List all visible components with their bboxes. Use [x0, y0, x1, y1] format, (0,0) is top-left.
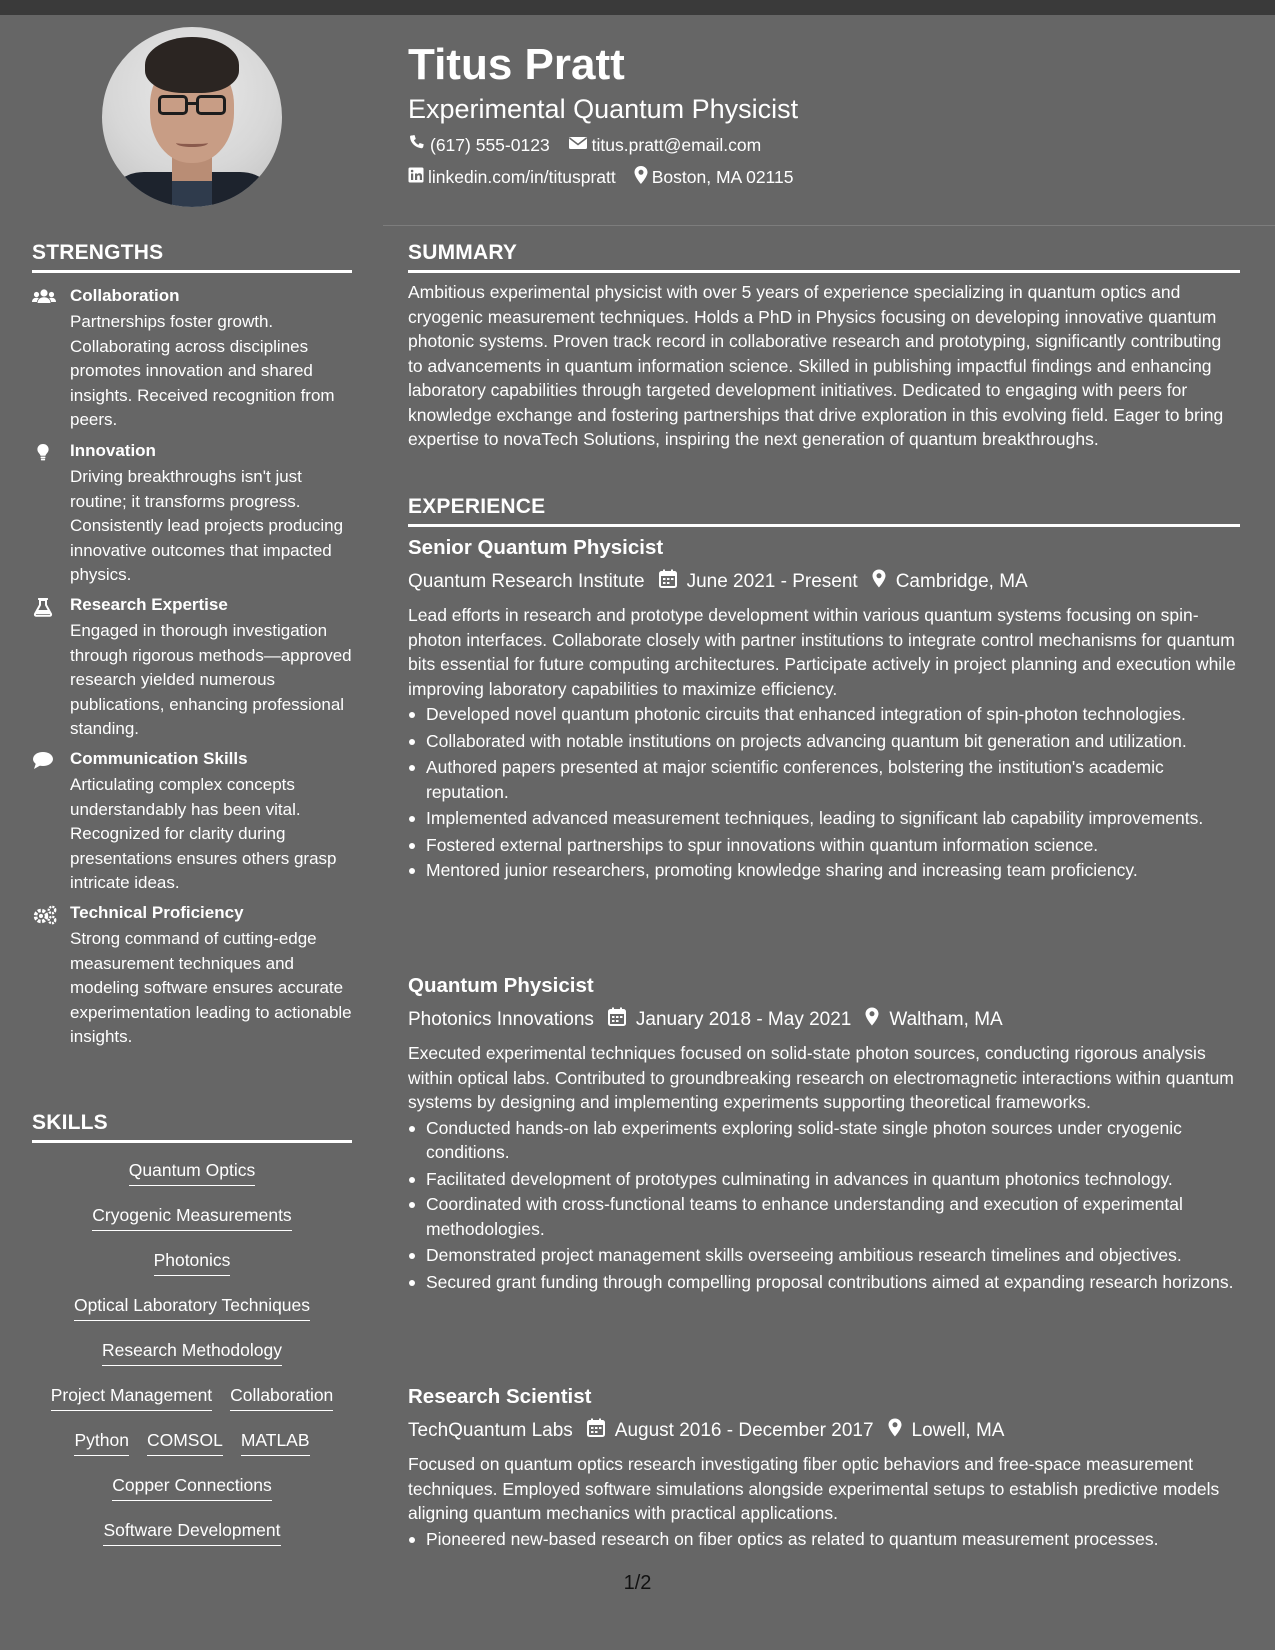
skill-tag: Optical Laboratory Techniques — [74, 1295, 310, 1321]
users-icon — [32, 288, 56, 308]
summary-heading: SUMMARY — [408, 241, 1240, 273]
strength-description: Driving breakthroughs isn't just routine; it transforms progress. Consistently lead projects producing innovative outcomes that impacted physics. — [70, 467, 344, 584]
date-range: August 2016 - December 2017 — [614, 1419, 874, 1441]
job-bullets — [408, 1116, 1240, 1295]
skills-heading: SKILLS — [32, 1111, 352, 1143]
job-meta — [408, 1007, 1240, 1032]
bullet-item: Demonstrated project management skills overseeing ambitious research timelines and objectives. — [408, 1243, 1240, 1268]
summary-text: Ambitious experimental physicist with over 5 years of experience specializing in quantum optics and cryogenic measurement techniques. Holds a PhD in Physics focusing on developing innovative quantum photonic systems. Proven track record in collaborative research and prototyping, significantly contributing to advancements in quantum information science. Skilled in publishing impactful findings and enhancing laboratory capabilities through targeted development initiatives. Dedicated to engaging with peers for knowledge exchange and fostering partnerships that drive exploration in this evolving field. Eager to bring expertise to novaTech Solutions, inspiring the next generation of quantum breakthroughs. — [408, 282, 1224, 449]
skill-tag: Research Methodology — [102, 1340, 282, 1366]
map-pin-icon — [872, 569, 896, 594]
location-contact — [634, 166, 794, 189]
bullet-item: Developed novel quantum photonic circuits that enhanced integration of spin-photon technologies. — [408, 702, 1240, 727]
date-range: January 2018 - May 2021 — [635, 1008, 852, 1030]
skill-tag: Collaboration — [230, 1385, 333, 1411]
experience-heading: EXPERIENCE — [408, 495, 1240, 527]
bullet-item: Mentored junior researchers, promoting knowledge sharing and increasing team proficiency. — [408, 858, 1240, 883]
job-bullets — [408, 1527, 1240, 1552]
map-pin-icon — [865, 1007, 889, 1032]
bullet-item: Coordinated with cross-functional teams to enhance understanding and execution of experimental methodologies. — [408, 1192, 1240, 1241]
company-name: TechQuantum Labs — [408, 1419, 573, 1441]
job-meta — [408, 1418, 1240, 1443]
bullet-item: Facilitated development of prototypes culminating in advances in quantum photonics technology. — [408, 1167, 1240, 1192]
skill-row — [32, 1160, 352, 1205]
job-dates — [608, 1007, 851, 1032]
job-title: Research Scientist — [408, 1385, 592, 1408]
email-contact[interactable] — [568, 135, 761, 156]
contact-line — [408, 166, 793, 189]
skill-tag: Photonics — [154, 1250, 231, 1276]
bullet-item: Fostered external partnerships to spur innovations within quantum information science. — [408, 833, 1240, 858]
strength-description: Engaged in thorough investigation through rigorous methods—approved research yielded numerous publications, enhancing professional standing. — [70, 621, 352, 738]
job-title: Quantum Physicist — [408, 974, 594, 997]
skill-row — [32, 1250, 352, 1295]
strength-name: Technical Proficiency — [70, 903, 244, 922]
strength-description: Articulating complex concepts understandably has been vital. Recognized for clarity during presentations ensures others grasp intricate ideas. — [70, 775, 337, 892]
strength-name: Innovation — [70, 441, 156, 460]
job-dates — [659, 569, 858, 594]
phone-number: (617) 555-0123 — [430, 135, 550, 155]
skill-row — [32, 1430, 352, 1475]
skill-tag: Software Development — [103, 1520, 280, 1546]
job-entry — [408, 536, 1240, 884]
job-description: Executed experimental techniques focused on solid-state photon sources, conducting rigorous analysis within optical labs. Contributed to groundbreaking research on electromagnetic interactions within quantum systems by designing and implementing experiments supporting theoretical frameworks. — [408, 1043, 1234, 1112]
skill-row — [32, 1340, 352, 1385]
contact-line — [408, 134, 761, 157]
date-range: June 2021 - Present — [686, 570, 858, 592]
bullet-item: Secured grant funding through compelling proposal contributions aimed at expanding research horizons. — [408, 1270, 1240, 1295]
strength-name: Research Expertise — [70, 595, 228, 614]
job-dates — [587, 1418, 874, 1443]
skill-row — [32, 1295, 352, 1340]
job-location — [865, 1007, 1002, 1032]
calendar-icon — [659, 569, 687, 594]
page-number: 1/2 — [623, 1572, 652, 1594]
skill-tag: Quantum Optics — [129, 1160, 255, 1186]
header-divider — [383, 225, 1275, 226]
skill-row — [32, 1205, 352, 1250]
phone-icon — [408, 134, 430, 157]
map-pin-icon — [634, 166, 652, 189]
skill-row — [32, 1520, 352, 1565]
skill-tag: MATLAB — [241, 1430, 310, 1456]
candidate-name: Titus Pratt — [408, 40, 625, 89]
linkedin-icon — [408, 167, 428, 188]
job-bullets — [408, 702, 1240, 883]
strength-name: Collaboration — [70, 286, 180, 305]
email-address[interactable]: titus.pratt@email.com — [591, 135, 762, 155]
skill-row — [32, 1385, 352, 1430]
strength-description: Partnerships foster growth. Collaborating across disciplines promotes innovation and shared insights. Received recognition from peers. — [70, 312, 335, 429]
top-bar — [0, 0, 1275, 15]
avatar — [102, 27, 282, 207]
phone-contact — [408, 134, 550, 157]
job-location — [872, 569, 1028, 594]
linkedin-url[interactable]: linkedin.com/in/tituspratt — [428, 167, 616, 187]
location-text: Lowell, MA — [911, 1419, 1005, 1441]
bullet-item: Pioneered new-based research on fiber optics as related to quantum measurement processes. — [408, 1527, 1240, 1552]
job-location — [888, 1418, 1005, 1443]
linkedin-contact[interactable] — [408, 167, 616, 188]
skill-tag: Python — [74, 1430, 128, 1456]
location-text: Cambridge, MA — [895, 570, 1028, 592]
skill-tag: Project Management — [51, 1385, 212, 1411]
job-meta — [408, 569, 1240, 594]
candidate-role: Experimental Quantum Physicist — [408, 94, 799, 124]
calendar-icon — [608, 1007, 636, 1032]
strength-description: Strong command of cutting-edge measurement techniques and modeling software ensures accurate experimentation leading to actionable insights. — [70, 929, 352, 1046]
company-name: Photonics Innovations — [408, 1008, 594, 1030]
job-entry — [408, 974, 1240, 1296]
bullet-item: Conducted hands-on lab experiments exploring solid-state single photon sources under cryogenic conditions. — [408, 1116, 1240, 1165]
location-text: Boston, MA 02115 — [651, 167, 794, 187]
job-title: Senior Quantum Physicist — [408, 536, 664, 559]
strength-name: Communication Skills — [70, 749, 248, 768]
bullet-item: Collaborated with notable institutions on projects advancing quantum bit generation and utilization. — [408, 729, 1240, 754]
skill-row — [32, 1475, 352, 1520]
bullet-item: Implemented advanced measurement techniques, leading to significant lab capability improvements. — [408, 806, 1240, 831]
envelope-icon — [568, 135, 592, 156]
job-description: Lead efforts in research and prototype development within various quantum systems focusing on spin-photon interfaces. Collaborate closely with partner institutions to integrate control mechanisms for quantum bits essential for future computing architectures. Participate actively in project planning and execution while improving laboratory capabilities to maximize efficiency. — [408, 605, 1236, 699]
job-description: Focused on quantum optics research investigating fiber optic behaviors and free-space measurement techniques. Employed software simulations alongside experimental setups to establish predictive models aligning quantum mechanics with practical applications. — [408, 1454, 1220, 1523]
flask-icon — [32, 597, 56, 617]
skill-tag: COMSOL — [147, 1430, 223, 1456]
map-pin-icon — [888, 1418, 912, 1443]
lightbulb-icon — [32, 443, 56, 463]
speech-bubble-icon — [32, 751, 56, 771]
company-name: Quantum Research Institute — [408, 570, 645, 592]
gears-icon — [32, 905, 56, 925]
skills-list — [32, 1160, 352, 1565]
strengths-heading: STRENGTHS — [32, 241, 352, 273]
job-entry — [408, 1385, 1240, 1552]
skill-tag: Copper Connections — [112, 1475, 272, 1501]
skill-tag: Cryogenic Measurements — [92, 1205, 291, 1231]
calendar-icon — [587, 1418, 615, 1443]
location-text: Waltham, MA — [889, 1008, 1003, 1030]
bullet-item: Authored papers presented at major scientific conferences, bolstering the institution's academic reputation. — [408, 755, 1240, 804]
